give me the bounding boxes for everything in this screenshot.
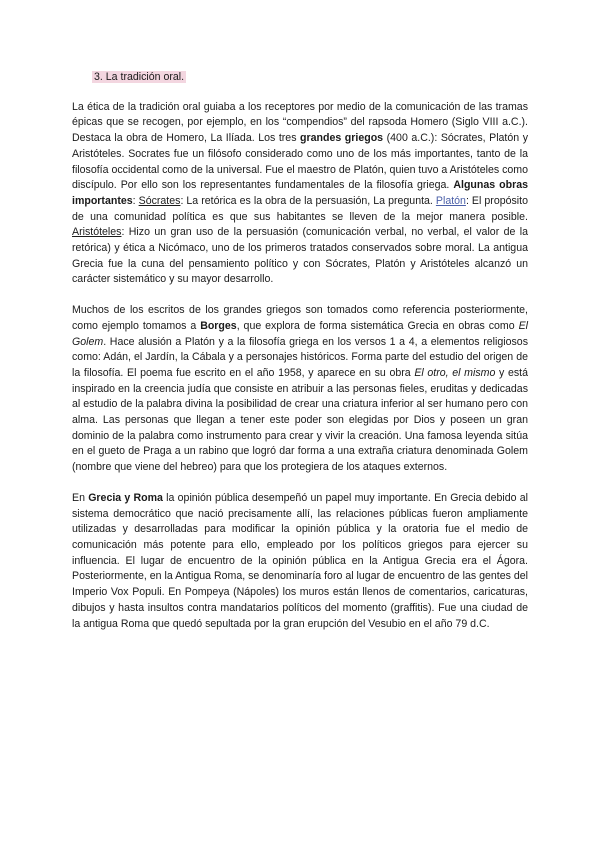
p2-bold-borges: Borges (200, 319, 237, 332)
section-heading (92, 70, 528, 86)
document-page (72, 70, 528, 647)
paragraph-oral-tradition (72, 100, 528, 288)
p1-bold-obras: Algunas obras importantes (72, 179, 528, 207)
p2-italic-el-otro: El otro, el mismo (414, 366, 496, 379)
p1-bold-grandes-griegos: grandes griegos (300, 132, 384, 145)
p2-italic-el-golem: El Golem (72, 319, 528, 348)
p2-text-e: . Hace alusión a Platón y a la filosofía griega en los versos 1 a 4, a elementos religiosos como: Adán, el Jardín, la Cábala y a personajes históricos. Forma parte del estudio del origen de la filosofía. El poema fue escrito en el año 1958, y aparece en su obra (72, 335, 528, 379)
p1-text-e: : (132, 194, 139, 207)
section-heading-text: 3. La tradición oral. (94, 71, 185, 83)
p2-text-c: , que explora de forma sistemática Grecia en obras como (236, 319, 519, 332)
p1-underline-aristoteles: Aristóteles (72, 226, 122, 239)
p3-bold-grecia-roma: Grecia y Roma (88, 491, 163, 504)
p1-text-c: (400 a.C.): Sócrates, Platón y Aristóteles. Socrates fue un filósofo considerado como uno de los más importantes, tanto de la filosofía occidental como de la universal. Fue el maestro de Platón, quien tuvo a Aristóteles como discípulo. Por ello son los representantes fundamentales de la filosofía griega. (72, 132, 529, 192)
p1-underline-socrates: Sócrates (138, 194, 181, 207)
p1-text-g: : La retórica es la obra de la persuasión, La pregunta. (180, 194, 436, 207)
p1-text-i: : El propósito de una comunidad política es que sus habitantes se lleven de la mejor manera posible. (72, 194, 528, 223)
p1-text-a: La ética de la tradición oral guiaba a los receptores por medio de la comunicación de las tramas épicas que se recogen, por ejemplo, en los “compendios” del rapsoda Homero (Siglo VIII a.C.). Destaca la obra de Homero, La Ilíada. Los tres (72, 100, 528, 145)
p2-text-g: y está inspirado en la creencia judía que consiste en atribuir a las personas fieles, eruditas y dedicadas al estudio de la palabra divina la posibilidad de crear una criatura inferior al ser humano pero con alma. Las personas que llegan a tener este poder son elegidas por Dios y poseen un gran dominio de la palabra como instrumento para crear y vivir la creación. Una famosa leyenda sitúa en el gueto de Praga a un rabino que logró dar forma a una extraña criatura denominada Golem (nombre que viene del hebreo) para que los protegiera de los ataques externos. (72, 366, 528, 474)
paragraph-grecia-roma (72, 491, 528, 632)
p1-link-platon: Platón (435, 194, 466, 207)
p3-text-c: la opinión pública desempeñó un papel muy importante. En Grecia debido al sistema democrático que nació precisamente allí, las relaciones públicas fueron ampliamente utilizadas y desarrolladas para modificar la opinión pública y la oratoria fue el medio de comunicación más potente para ello, empleado por los políticos griegos para ejercer su influencia. El lugar de encuentro de la opinión pública en la Antigua Grecia era el Ágora. Posteriormente, en la Antigua Roma, se denominaría foro al lugar de encuentro de las gentes del Imperio Vox Populi. En Pompeya (Nápoles) los muros están llenos de comentarios, caricaturas, dibujos y hasta insultos contra mandatarios políticos del momento (graffitis). Fue una ciudad de la antigua Roma que quedó sepultada por la gran erupción del Vesubio en el año 79 d.C. (72, 491, 528, 630)
paragraph-borges (72, 303, 528, 476)
p1-text-k: : Hizo un gran uso de la persuasión (comunicación verbal, no verbal, el valor de la retórica) y ética a Nicómaco, uno de los primeros tratados conservados sobre moral. La antigua Grecia fue la cuna del pensamiento político y con Sócrates, Platón y Aristóteles alcanzó un carácter sistemático y su mayor desarrollo. (72, 226, 528, 286)
p3-text-a: En (72, 491, 89, 504)
p2-text-a: Muchos de los escritos de los grandes griegos son tomados como referencia posteriormente, como ejemplo tomamos a (72, 304, 528, 332)
